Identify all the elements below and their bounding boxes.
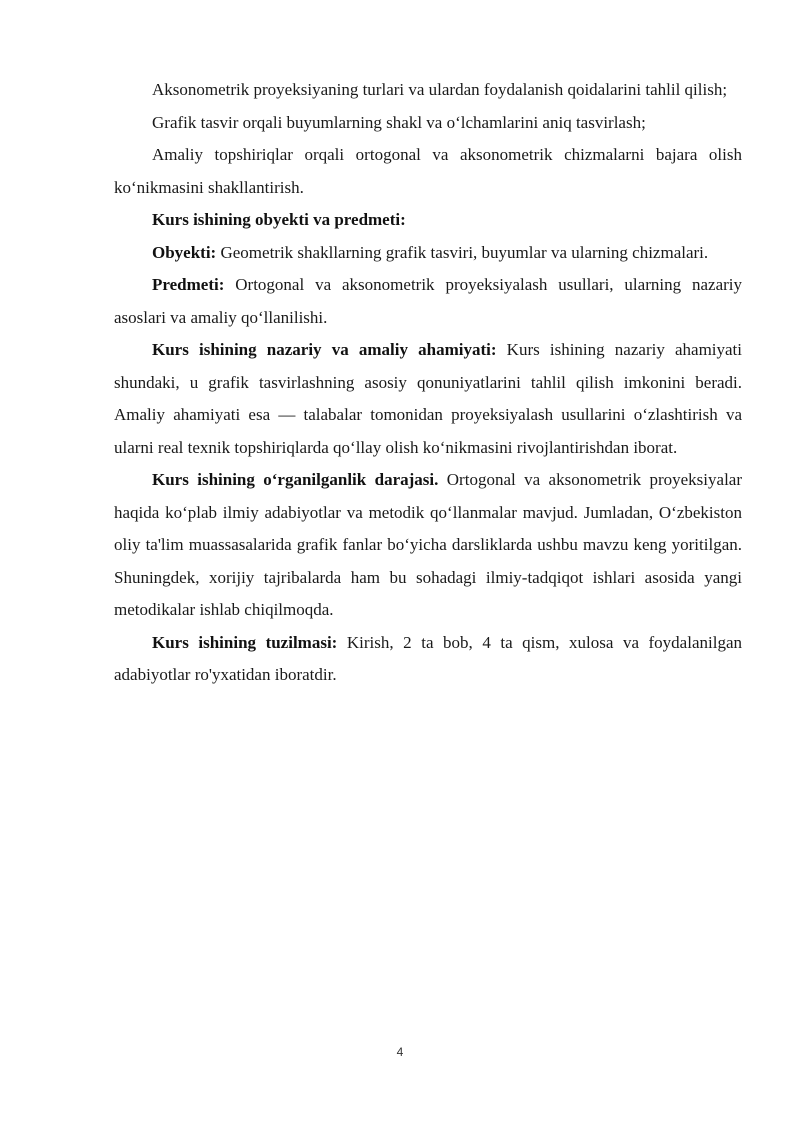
paragraph-label: Kurs ishining o‘rganilganlik darajasi.: [152, 470, 439, 489]
paragraph-text: Kirish, 2 ta bob, 4 ta qism, xulosa va foydalanilgan adabiyotlar ro'yxatidan iboratdir.: [114, 632, 742, 684]
paragraph-significance: [114, 334, 742, 464]
paragraph-text: Aksonometrik proyeksiyaning turlari va ulardan foydalanish qoidalarini tahlil qilish;: [152, 80, 728, 99]
page-number: 4: [396, 1045, 404, 1059]
paragraph-structure: [114, 627, 742, 692]
paragraph-text: Ortogonal va aksonometrik proyeksiyalash usullari, ularning nazariy asoslari va amaliy qo‘llanilishi.: [114, 275, 742, 327]
paragraph-label: Kurs ishining tuzilmasi:: [152, 632, 338, 652]
paragraph-object: [114, 237, 742, 270]
paragraph-text: Kurs ishining nazariy ahamiyati shundaki, u grafik tasvirlashning asosiy qonuniyatlarini tahlil qilish imkonini beradi. Amaliy ahamiyati esa — talabalar tomonidan proyeksiyalash usullarini o‘zlashtirish va ularni real texnik topshiriqlarda qo‘llay olish ko‘nikmasini rivojlantirishdan iborat.: [114, 340, 743, 457]
paragraph-label: Kurs ishining nazariy va amaliy ahamiyati:: [152, 340, 497, 359]
paragraph-graphic-depiction: [114, 107, 742, 140]
paragraph-practical-tasks: [114, 139, 742, 204]
paragraph-label: Predmeti:: [152, 275, 225, 294]
heading-text: Kurs ishining obyekti va predmeti:: [152, 210, 406, 229]
paragraph-subject: [114, 269, 742, 334]
paragraph-text: Amaliy topshiriqlar orqali ortogonal va aksonometrik chizmalarni bajara olish ko‘nikmasini shakllantirish.: [114, 145, 742, 197]
paragraph-text: Grafik tasvir orqali buyumlarning shakl va o‘lchamlarini aniq tasvirlash;: [152, 112, 646, 132]
paragraph-axonometric-types: [114, 74, 742, 107]
paragraph-text: Geometrik shakllarning grafik tasviri, buyumlar va ularning chizmalari.: [216, 242, 709, 262]
document-body: [114, 74, 742, 692]
paragraph-study-level: [114, 464, 742, 627]
section-heading-object-subject: [114, 204, 742, 237]
paragraph-text: Ortogonal va aksonometrik proyeksiyalar haqida ko‘plab ilmiy adabiyotlar va metodik qo‘llanmalar mavjud. Jumladan, O‘zbekiston oliy ta'lim muassasalarida grafik fanlar bo‘yicha darsliklarda ushbu mavzu keng yoritilgan. Shuningdek, xorijiy tajribalarda ham bu sohadagi ilmiy-tadqiqot ishlari asosida yangi metodikalar ishlab chiqilmoqda.: [114, 470, 742, 619]
paragraph-label: Obyekti:: [152, 242, 217, 262]
